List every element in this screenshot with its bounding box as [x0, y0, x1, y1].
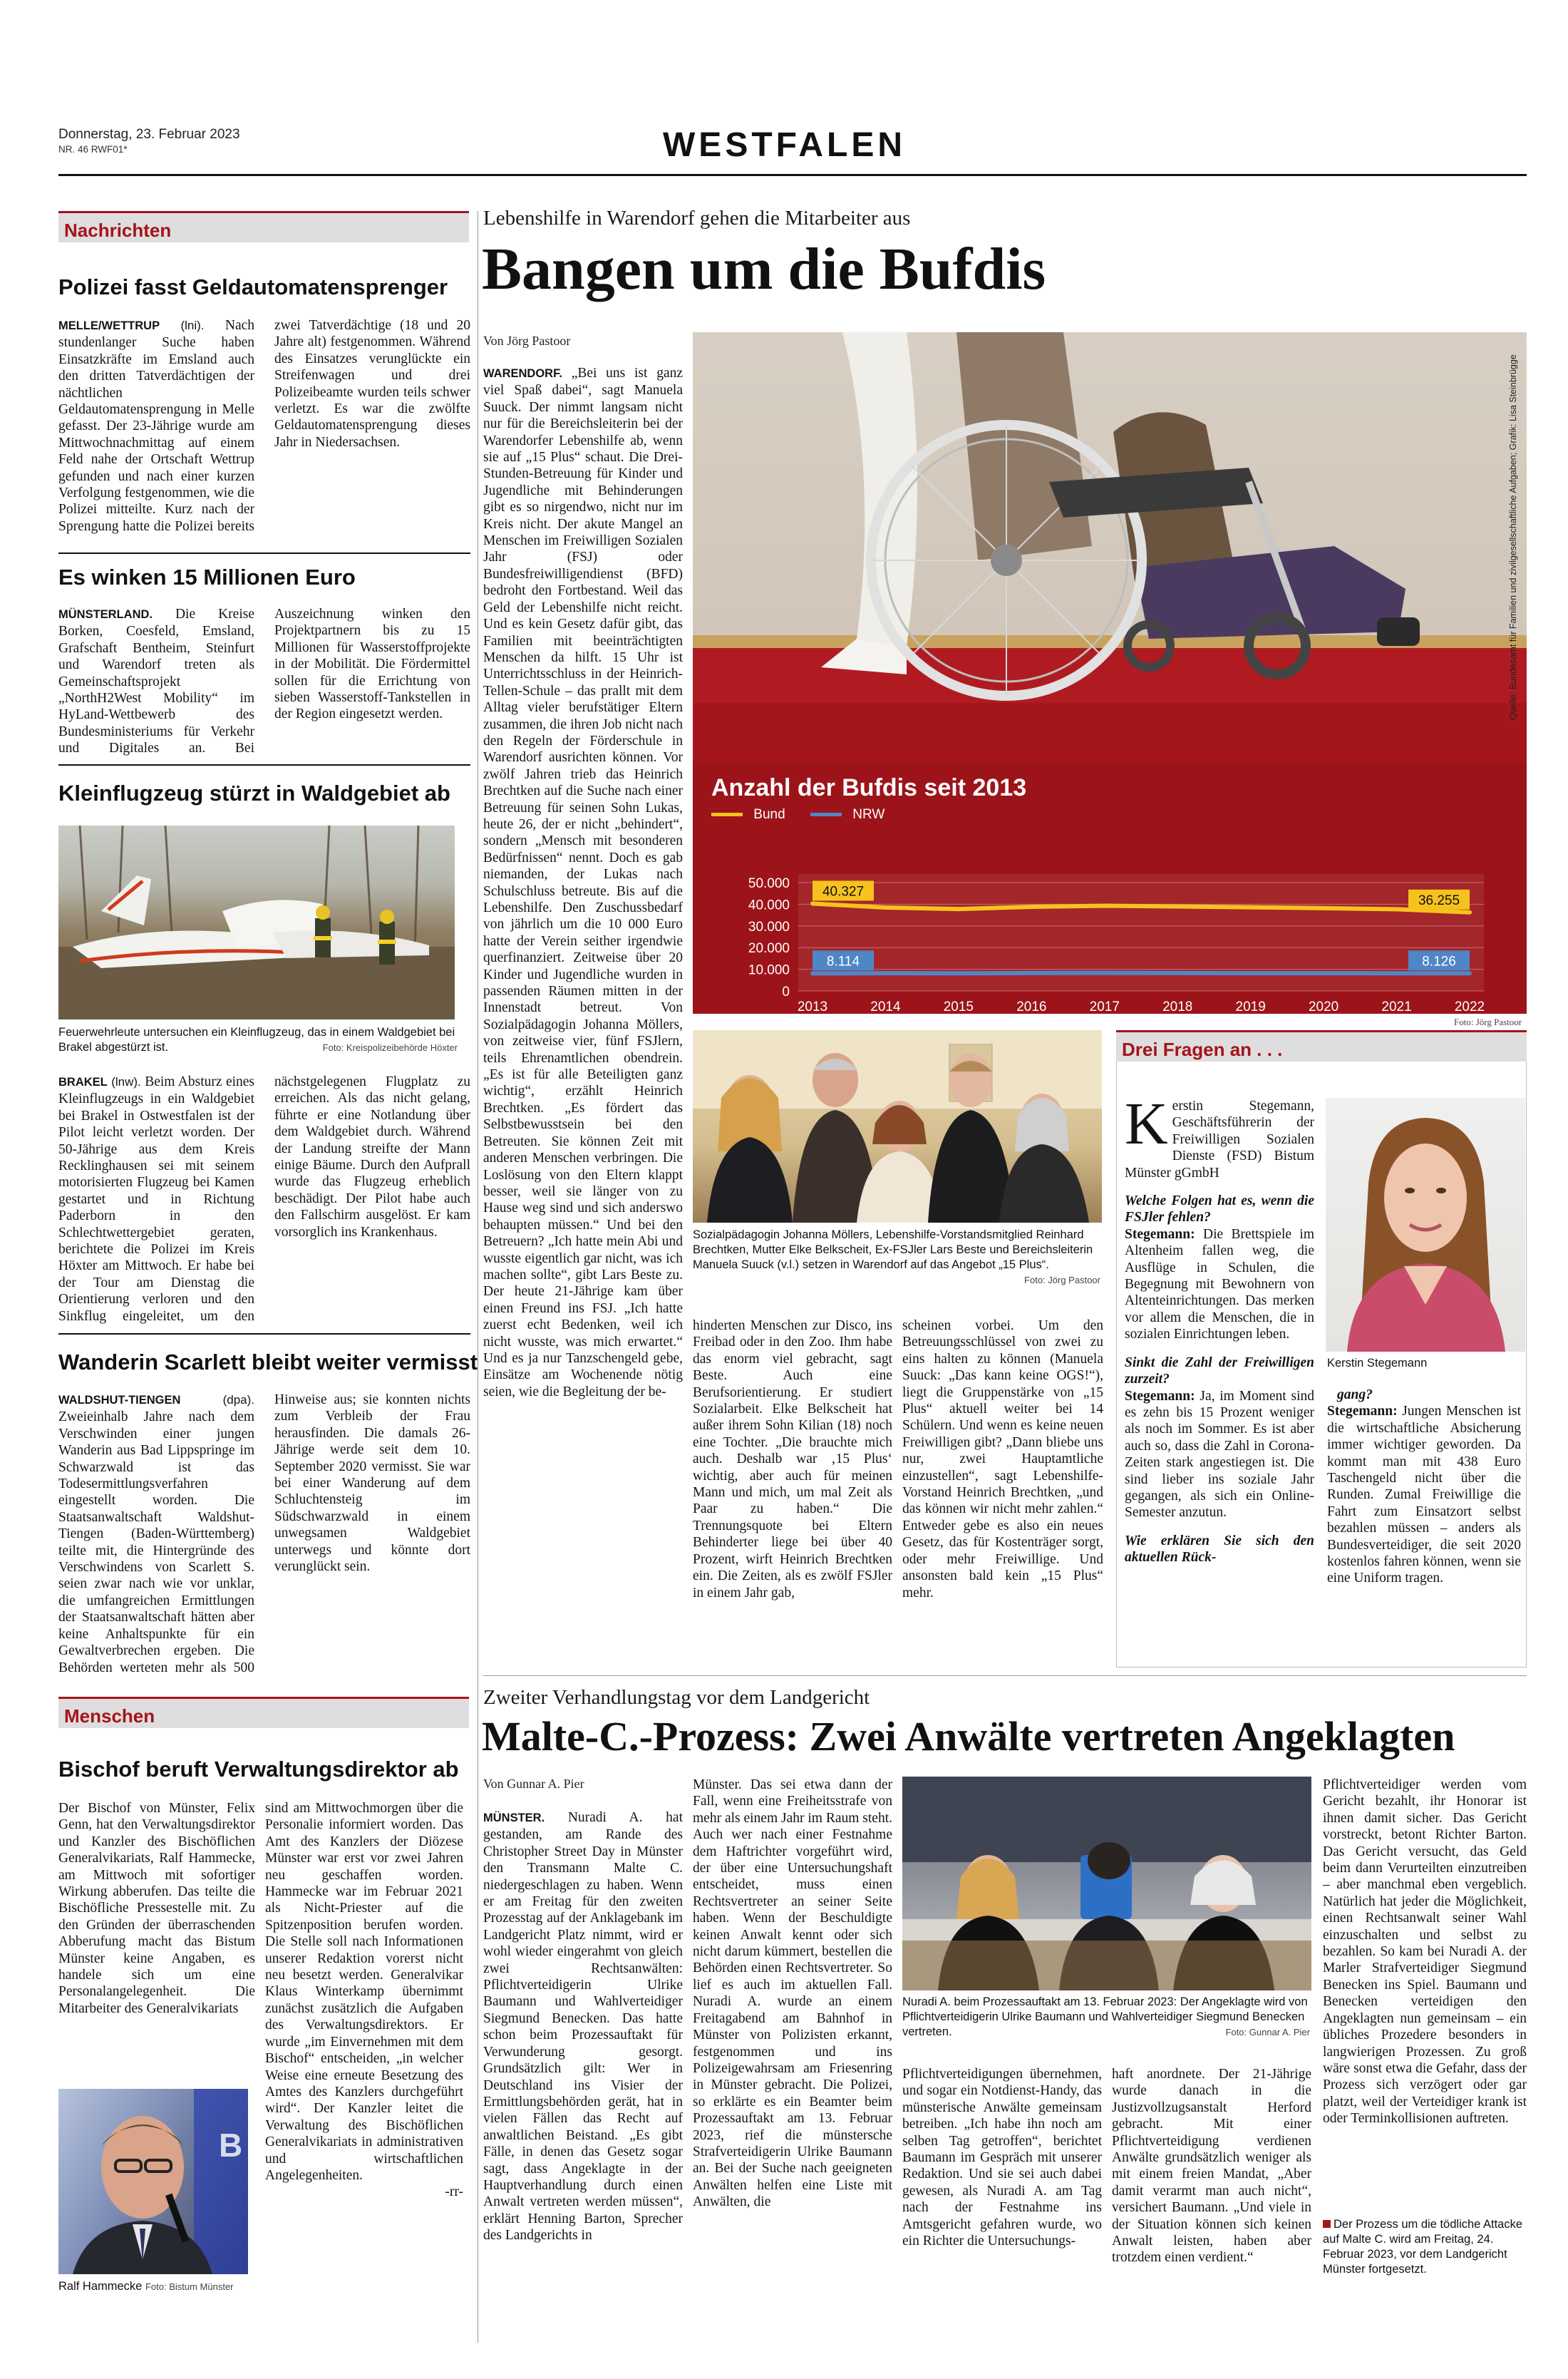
chart-point-nrw	[1321, 971, 1326, 975]
interview-question-1: Welche Folgen hat es, wenn die FSJler fehlen?	[1125, 1193, 1314, 1226]
chart-point-bund	[1395, 907, 1399, 911]
interview-intro: erstin Stegemann, Geschäftsführerin der Freiwilligen Sozialen Dienste (FSD) Bistum Münster gGmbH	[1125, 1099, 1314, 1181]
trial-note-marker	[1323, 2220, 1331, 2228]
bischof-col1: Der Bischof von Münster, Felix Genn, hat den Verwaltungsdirektor und Kanzler des Bischöflichen Generalvikariats, Ralf Hammecke, am Mittwoch mit sofortiger Wirkung abberufen. Das teilte die Bischöfliche Pressestelle mit. Zu den Gründen der überraschenden Abberufung macht das Bistum Münster keine Angaben, es handele sich um eine Personalangelegenheit. Die Mitarbeiter des Generalvikariats	[58, 1801, 255, 2016]
interview-answer-3: Jungen Menschen ist die wirtschaftliche Absicherung immer wichtiger geworden. Da kommt man mit 438 Euro Taschengeld nicht über die Runden. Zumal Freiwillige die Fahrt zum Einsatzort selbst bezahlen müssen – anders als Bundesverteidiger, die seit 2020 kostenlos fahren können, wenn sie eine Uniform tragen.	[1327, 1404, 1521, 1586]
chart-line-nrw	[813, 973, 1470, 974]
person-5	[999, 1094, 1089, 1223]
dateline-muensterland: MÜNSTERLAND.	[58, 608, 153, 621]
article-wanderin-scarlett	[58, 1392, 470, 1677]
divider	[58, 764, 470, 766]
hammecke-photo-credit: Foto: Bistum Münster	[145, 2281, 234, 2292]
courtroom-photo	[902, 1777, 1311, 1990]
group-caption-text: Sozialpädagogin Johanna Möllers, Lebenshilfe-Vorstandsmitglied Reinhard Brechtken, Mutter Elke Belkscheit, Ex-FSJler Lars Beste und Bereichsleiterin Manuela Suuck (v.l.) setzen in Warendorf auf das Angebot „15 Plus“.	[693, 1228, 1093, 1271]
chart-ytick-label: 30.000	[748, 919, 790, 935]
chart-point-nrw	[883, 971, 887, 975]
chart-point-bund	[810, 901, 815, 905]
bischof-signature: -rr-	[445, 2184, 463, 2200]
trial-headline: Malte-C.-Prozess: Zwei Anwälte vertreten Angeklagten	[482, 1713, 1455, 1759]
legend-label-bund: Bund	[753, 807, 785, 822]
chart-xtick-label: 2016	[1016, 1000, 1047, 1014]
chart-data-label: 36.255	[1418, 893, 1460, 908]
wheelchair-photo-credit: Foto: Jörg Pastoor	[1454, 1017, 1522, 1027]
trial-col5: Pflichtverteidiger werden vom Gericht bezahlt, ihr Honorar ist ihnen damit sicher. Das Gericht vorstreckt, betont Richter Barton. Das Gericht versucht, das Geld beim dann Verurteilten einzutreiben – aber manchmal eben vergeblich. Natürlich hat jeder die Möglichkeit, einen Rechtsanwalt seiner Wahl einzuschalten und selbst zu bezahlen. So kam bei Nuradi A. der Marler Strafverteidiger Siegmund Benecken ins Spiel. Baumann und Benecken verteidigen den Angeklagten nun gemeinsam – ein übliches Prozedere besonders in langwierigen Prozessen. Zu groß wäre sonst etwa die Gefahr, dass der Prozess sich verzögert oder gar platzt, weil der Verteidiger krank ist oder Terminkollisionen auftreten.	[1323, 1777, 1527, 2127]
chart-data-label: 8.114	[826, 954, 860, 970]
chart-source-note: Quelle: Bundesamt für Familien und zivilgesellschaftliche Aufgaben; Grafik: Lisa Steinbrügge	[1508, 354, 1518, 720]
headline-bischof: Bischof beruft Verwaltungsdirektor ab	[58, 1757, 459, 1782]
chart-point-nrw	[1103, 971, 1107, 975]
chart-point-bund	[1175, 904, 1180, 908]
chart-point-bund	[1468, 910, 1472, 915]
bufdis-col2: hinderten Menschen zur Disco, ins Freibad oder in den Zoo. Ihm habe das enorm viel gebracht, sagt Beste. Auch eine Berufsorientierung. Er studiert Sozialarbeit. Elke Belkscheit hat außer ihrem Sohn Kilian (18) noch eine Tochter. „Die brauchte mich auch. Deshalb war ‚15 Plus‘ wichtig, aber auch für meinen Mann und mich, um mal Zeit als Paar zu haben.“ Die Trennungsquote bei Eltern Behinderter liege bei über 40 Prozent, wirft Heinrich Brechtken ein. Die Zeiten, als es zwölf FSJler in einem Jahr gab,	[693, 1318, 892, 1600]
interview-initial: K	[1125, 1098, 1168, 1157]
chart-data-label: 8.126	[1422, 954, 1456, 970]
trial-col1-text: Nuradi A. hat gestanden, am Rande des Christopher Street Day in Münster den Transmann Malte C. niedergeschlagen zu haben. Wenn er am Freitag für den zweiten Prozesstag auf der Anklagebank im Landgericht Platz nimmt, wird er wohl wieder eingerahmt von gleich zwei Rechtsanwälten: Pflichtverteidigerin Ulrike Baumann und Wahlverteidiger Siegmund Benecken. Das hatte schon beim Prozessauftakt für Verwunderung gesorgt. Grundsätzlich gilt: Wer in Deutschland ins Visier der Ermittlungsbehörden gerät, hat in vielen Fällen das Recht auf anwaltlichen Beistand. „Es gibt Fälle, in denen das Gesetz sogar sagt, dass Angeklagte in der Hauptverhandlung durch einen Anwalt vertreten werden müssen“, erklärt Henning Barton, Sprecher des Landgerichts in	[483, 1810, 683, 2244]
dateline-melle: MELLE/WETTRUP	[58, 319, 160, 332]
interview-answer-1: Die Brettspiele im Altenheim fallen weg, die Ausflüge in Schulen, die Begegnung mit Bewohnern von Altenteinrichtungen. Das merken vor allem die Menschen, die in sozialen Einrichtungen leben.	[1125, 1226, 1314, 1342]
masthead-rule	[58, 174, 1527, 176]
hammecke-caption	[58, 2279, 258, 2294]
agency-lnw: (lnw).	[111, 1075, 141, 1089]
trial-col4: haft anordnete. Der 21-Jährige wurde danach in die Justizvollzugsanstalt Herford gebracht. Mit einer Pflichtverteidigung verdienen Anwälte grundsätzlich weniger als mit einem freien Mandat, „Aber damit verarmt man auch nicht“, versichert Baumann. „Und viele in der Situation können sich keinen Anwalt leisten, haben aber trotzdem einen verdient.“	[1112, 2067, 1311, 2266]
nachrichten-section-header: Nachrichten	[58, 211, 469, 242]
interview-speaker-2: Stegemann:	[1125, 1388, 1195, 1404]
chart-ytick-label: 40.000	[748, 898, 790, 913]
chart-xtick-label: 2019	[1235, 1000, 1266, 1014]
plane-crash-photo	[58, 826, 455, 1019]
article-15-millionen	[58, 606, 470, 757]
hammecke-portrait	[58, 2089, 248, 2274]
group-photo	[693, 1030, 1102, 1223]
chart-ytick-label: 10.000	[748, 962, 790, 978]
courtroom-caption	[902, 1995, 1310, 2040]
legend-label-nrw: NRW	[852, 807, 885, 822]
trial-note	[1323, 2217, 1527, 2277]
divider	[58, 1333, 470, 1335]
interview-speaker-1: Stegemann:	[1125, 1226, 1195, 1242]
trial-col1	[483, 1809, 683, 2323]
plane-photo-caption	[58, 1025, 458, 1055]
chart-ytick-label: 20.000	[748, 941, 790, 957]
dateline-waldshut: WALDSHUT-TIENGEN	[58, 1394, 181, 1407]
chart-xtick-label: 2018	[1162, 1000, 1193, 1014]
dateline-brakel: BRAKEL	[58, 1076, 108, 1089]
bufdis-chart	[693, 761, 1527, 1014]
chart-point-bund	[883, 905, 887, 910]
chart-point-nrw	[1175, 971, 1180, 975]
chart-point-bund	[1321, 906, 1326, 910]
headline-15-millionen: Es winken 15 Millionen Euro	[58, 565, 356, 590]
chart-xtick-label: 2014	[870, 1000, 901, 1014]
chart-plot	[693, 761, 1527, 1014]
interview-section-header: Drei Fragen an . . .	[1116, 1030, 1527, 1062]
section-title: WESTFALEN	[663, 126, 906, 164]
article-kleinflugzeug	[58, 1074, 470, 1327]
chart-xtick-label: 2015	[943, 1000, 974, 1014]
text-kleinflugzeug: Beim Absturz eines Kleinflugzeugs in ein Waldgebiet bei Brakel in Ostwestfalen ist der Pilot leicht verletzt worden. Der 50-Jährige aus dem Kreis Recklinghausen sei mit seinem motorisierten Flugzeug bei Kamen gestartet und in Richtung Paderborn in den Schlechtwettergebiet geraten, berichtete die Polizei im Kreis Höxter am Mittwoch. Er habe bei der Tour am Dienstag die Orientierung verloren und den Sinkflug eingeleitet, um den nächstgelegenen Flugplatz zu erreichen. Als das nicht gelang, führte er eine Notlandung über dem Waldgebiet durch. Während der Landung streifte der Mann einige Bäume. Durch den Aufprall wurde das Flugzeug erheblich beschädigt. Der Pilot habe auch den Fallschirm ausgelöst. Er kam vorsorglich ins Krankenhaus.	[58, 1074, 470, 1324]
chart-point-nrw	[956, 971, 961, 975]
trial-note-text: Der Prozess um die tödliche Attacke auf Malte C. wird am Freitag, 24. Februar 2023, vor dem Landgericht Münster fortgesetzt.	[1323, 2218, 1523, 2276]
interview-question-3b: gang?	[1337, 1387, 1373, 1402]
interview-speaker-3: Stegemann:	[1327, 1404, 1398, 1419]
chart-point-bund	[1249, 905, 1253, 910]
chart-ytick-label: 50.000	[748, 876, 790, 891]
issue-number: NR. 46 RWF01*	[58, 144, 128, 155]
interview-question-2: Sinkt die Zahl der Freiwilligen zurzeit?	[1125, 1355, 1314, 1387]
text-wanderin-scarlett: Zweieinhalb Jahre nach dem Verschwinden einer jungen Wanderin aus Bad Lippspringe im Schwarzwald ist das Todesermittlungsverfahren eingestellt worden. Die Staatsanwaltschaft Waldshut-Tiengen (Baden-Württemberg) teilte mit, die Hintergründe des Verschwindens von Scarlett S. seien zwar nach wie vor unklar, die umfangreichen Ermittlungen der Staatsanwaltschaft hätten aber keine Anhaltspunkte für ein Gewaltverbrechen ergeben. Die Behörden werteten mehr als 500 Hinweise aus; sie konnten nichts zum Verbleib der Frau herausfinden. Die damals 26-Jährige werde seit dem 10. September 2020 vermisst. Sie war bei einer Wanderung auf dem Schluchtensteig im Südschwarzwald in einem unwegsamen Waldgebiet unterwegs und könnte dort verunglückt sein.	[58, 1392, 470, 1675]
trial-kicker: Zweiter Verhandlungstag vor dem Landgericht	[483, 1686, 870, 1709]
chart-point-nrw	[1029, 971, 1033, 975]
bufdis-col1	[483, 365, 683, 1663]
bufdis-col3: scheinen vorbei. Um den Betreuungsschlüssel von zwei zu eins halten zu können (Manuela Suuck: „Das kann keine OGS!“), liegt die Gruppenstärke von „15 Plus“ aktuell weiter bei 14 Schülern. Und wenn es keine neuen Freiwilligen gibt? „Dann bliebe uns nur, zwei Hauptamtliche einzustellen“, sagt Lebenshilfe-Vorstand Heinrich Brechtken, „und das können wir nicht mehr zahlen.“ Entweder gebe es also ein neues Gesetz, das für Kostenträger sorgt, oder mehr Freiwillige. Und ansonsten bald kein „15 Plus“ mehr.	[902, 1318, 1103, 1600]
chart-point-nrw	[1395, 971, 1399, 975]
lead-byline: Von Jörg Pastoor	[483, 334, 571, 348]
group-photo-credit: Foto: Jörg Pastoor	[1024, 1275, 1100, 1285]
chart-point-nrw	[1249, 971, 1253, 975]
bufdis-col1-text: „Bei uns ist ganz viel Spaß dabei“, sagt Manuela Suuck. Der nimmt langsam nicht nur für die Bereichsleiterin bei der Warendorfer Lebenshilfe ab, wenn sie auf „15 Plus“ schaut. Die Drei-Stunden-Betreuung für Kinder und Jugendliche mit Behinderungen gibt es so nirgendwo, nicht nur im Kreis nicht. Der akute Mangel an Menschen im Freiwilligen Sozialen Jahr (FSJ) oder Bundesfreiwilligendienst (BFD) bedroht den Fortbestand. Weil das Geld der Lebenshilfe nicht reicht. Und es kein Gesetz dafür gibt, das Familien mit beeinträchtigten Menschen da hilft. 15 Uhr ist Unterrichtsschluss in der Heinrich-Tellen-Schule – das prallt mit dem Alltag vieler berufstätiger Eltern zusammen, die ihren Job nicht nach den Regeln der Förderschule in Warendorf ausrichten können. Vor zwölf Jahren trieb das Heinrich Brechtken auf die Suche nach einer Betreuung für seinen Sohn Lukas, heute 26, der er nicht „behindert“, sondern „Mensch mit besonderen Bedürfnissen“ nennt. Doch es gab niemanden, der Lukas nach Schulschluss betreute. Bis auf die Lebenshilfe. Den Zuschussbedarf von jährlich um die 10 000 Euro hatte der Verein seither irgendwie querfinanziert. Zeitweise über 20 Kinder und Jugendliche wurden in passenden Räumen mitten in der Innenstadt betreut. Von Sozialpädagogin Johanna Möllers, von zeitweise vier, fünf FSJlern, teils Ehrenamtlichen obendrein. „Es ist für alle Beteiligten ganz wichtig“, erzählt Heinrich Brechtken. „Es fördert das Selbstbewusstsein bei den Betreuten. Sie können Zeit mit anderen Menschen verbringen. Die Loslösung von den Eltern klappt besser, weil sie länger von zu Hause weg sind und sich anderswo behaupten müssen.“ Und bei den Betreuern? „Ich hatte mein Abi und wusste eigentlich gar nicht, was ich machen sollte“, gibt Lars Beste zu. Der heute 21-Jährige kam über einen Freund ins FSJ. „Ich hatte zuerst echt Bedenken, weil ich nicht wusste, was mich erwartet.“ Und es ja nur Tanzschengeld gebe, Einsätze am Wochenende nötig seien, wie die Begleitung der be-	[483, 366, 683, 1399]
agency-dpa: (dpa).	[222, 1393, 254, 1407]
trial-col3: Pflichtverteidigungen übernehmen, und sogar ein Notdienst-Handy, das münsterische Anwälte gemeinsam betreiben. „Ich habe ihn noch am selben Tag getroffen“, berichtet Baumann im Gespräch mit unserer Redaktion. Und sie sei auch dabei gewesen, als Nuradi A. am Tag nach der Festnahme ins Amtsgericht gefahren wurde, wo ein Richter die Untersuchungs-	[902, 2067, 1102, 2249]
chart-xtick-label: 2013	[797, 1000, 828, 1014]
chart-data-label: 40.327	[822, 884, 865, 900]
stegemann-portrait	[1326, 1098, 1525, 1352]
chart-point-bund	[956, 907, 961, 911]
article-geldautomatensprenger	[58, 317, 470, 544]
plane-tail	[101, 875, 151, 925]
bischof-col2-text: sind am Mittwochmorgen über die Personalie informiert worden. Das Amt des Kanzlers der Diözese Münster war erst vor zwei Jahren neu geschaffen worden. Hammecke war im Februar 2021 als Nicht-Priester auf die Spitzenposition berufen worden. Die Stelle soll nach Informationen unserer Redaktion vorerst nicht neu besetzt werden. Generalvikar Klaus Winterkamp übernimmt zunächst zusätzlich die Aufgaben des Verwaltungsdirektors. Er wurde „im Einvernehmen mit dem Bischof“ entscheiden, „in welcher Weise eine erneute Besetzung des Amtes des Kanzlers durchgeführt wird“. Der Kanzler leitet die Verwaltung des Bischöflichen Generalvikariats in administrativen und wirtschaftlichen Angelegenheiten.	[265, 1801, 463, 2183]
agency-lni: (lni).	[180, 319, 205, 332]
menschen-section-header: Menschen	[58, 1697, 469, 1728]
plane-caption-text: Feuerwehrleute untersuchen ein Kleinflugzeug, das in einem Waldgebiet bei Brakel abgestürzt ist.	[58, 1026, 455, 1054]
courtroom-caption-text: Nuradi A. beim Prozessauftakt am 13. Februar 2023: Der Angeklagte wird von Pflichtverteidigerin Ulrike Baumann und Wahlverteidiger Siegmund Benecken vertreten.	[902, 1995, 1308, 2038]
headline-kleinflugzeug: Kleinflugzeug stürzt in Waldgebiet ab	[58, 781, 450, 806]
chart-xtick-label: 2021	[1381, 1000, 1412, 1014]
headline-wanderin-scarlett: Wanderin Scarlett bleibt weiter vermisst	[58, 1350, 478, 1375]
stegemann-caption: Kerstin Stegemann	[1327, 1357, 1428, 1370]
interview-col2	[1327, 1387, 1521, 1661]
chart-point-bund	[1029, 905, 1033, 909]
bischof-col2	[265, 1800, 463, 2299]
issue-date: Donnerstag, 23. Februar 2023	[58, 127, 240, 142]
dateline-muenster: MÜNSTER.	[483, 1812, 545, 1824]
chart-ytick-label: 0	[782, 985, 790, 1000]
group-photo-caption	[693, 1228, 1100, 1288]
chart-title: Anzahl der Bufdis seit 2013	[711, 774, 1027, 801]
trial-col2: Münster. Das sei etwa dann der Fall, wenn eine Freiheitsstrafe von mehr als einem Jahr im Raum steht. Auch wer nach einer Festnahme dem Haftrichter vorgeführt wird, der über eine Untersuchungshaft entscheidet, muss einen Rechtsvertreter an seiner Seite haben. Wenn der Beschuldigte keinen Anwalt kennt oder sich nicht darum kümmert, bestellen die Behörden einen Rechtsvertreter. So lief es auch im aktuellen Fall. Nuradi A. wurde an einem Freitagabend am Bahnhof in Münster von Polizisten erkannt, festgenommen und ins Polizeigewahrsam am Friesenring in Münster gebracht. Die Polizei, so erklärte es ein Beamter beim Prozessauftakt am 13. Februar 2023, rief die münstersche Strafverteidigerin Ulrike Baumann an. Bei der Suche nach geeigneten Anwälten helfen eine Liste mit Anwälten, die	[693, 1777, 892, 2210]
text-15-millionen: Die Kreise Borken, Coesfeld, Emsland, Grafschaft Bentheim, Steinfurt und Warendorf treten als Gemeinschaftsprojekt „NorthH2West Mobility“ im HyLand-Wettbewerb des Bundesministeriums für Verkehr und Digitales an. Bei Auszeichnung winken den Projektpartnern bis zu 15 Millionen für Wasserstoffprojekte in der Mobilität. Die Fördermittel sollen für die Errichtung von sieben Wasserstoff-Tankstellen in der Region eingesetzt werden.	[58, 607, 470, 756]
plane-wing-right	[272, 930, 429, 958]
chart-point-bund	[1103, 904, 1107, 908]
courtroom-photo-credit: Foto: Gunnar A. Pier	[1225, 2027, 1310, 2038]
dateline-warendorf: WARENDORF.	[483, 367, 562, 380]
interview-col1	[1125, 1098, 1314, 1661]
lead-headline: Bangen um die Bufdis	[482, 236, 1046, 302]
plane-photo-credit: Foto: Kreispolizeibehörde Höxter	[322, 1042, 458, 1053]
chart-xtick-label: 2017	[1089, 1000, 1120, 1014]
headline-geldautomatensprenger: Polizei fasst Geldautomatensprenger	[58, 274, 448, 299]
chart-xtick-label: 2022	[1454, 1000, 1485, 1014]
chart-xtick-label: 2020	[1308, 1000, 1339, 1014]
text-geldautomatensprenger: Nach stundenlanger Suche haben Einsatzkräfte im Emsland auch den dritten Tatverdächtigen der nächtlichen Geldautomatensprengung in Melle gefasst. Der 23-Jährige wurde am Mittwochnachmittag auf einem Feld nahe der Ortschaft Wettrup gefunden und nach einer kurzen Verfolgung festgenommen, wie die Polizei mitteilte. Kurz nach der Sprengung hatte die Polizei bereits zwei Tatverdächtige (18 und 20 Jahre alt) festgenommen. Während des Einsatzes verunglückte ein Streifenwagen und drei Polizeibeamte wurden teils schwer verletzt. Es war die zwölfte Geldautomatensprengung dieses Jahr in Niedersachsen.	[58, 318, 470, 534]
chart-point-nrw	[1468, 971, 1472, 975]
hammecke-caption-text: Ralf Hammecke	[58, 2280, 143, 2293]
divider	[58, 553, 470, 554]
divider	[483, 1675, 1527, 1676]
svg-text:B: B	[219, 2127, 243, 2164]
chart-point-nrw	[810, 971, 815, 975]
trial-byline: Von Gunnar A. Pier	[483, 1777, 584, 1791]
interview-question-3a: Wie erklären Sie sich den aktuellen Rück-	[1125, 1533, 1314, 1566]
lead-kicker: Lebenshilfe in Warendorf gehen die Mitarbeiter aus	[483, 207, 911, 230]
interview-answer-2: Ja, im Moment sind es zehn bis 15 Prozent weniger als noch im Sommer. Es ist aber auch so, dass die Zahl in Corona-Zeiten stark angestiegen ist. Die sind lieber ins soziale Jahr gegangen, als sich ein Online-Semester anzutun.	[1125, 1388, 1314, 1521]
